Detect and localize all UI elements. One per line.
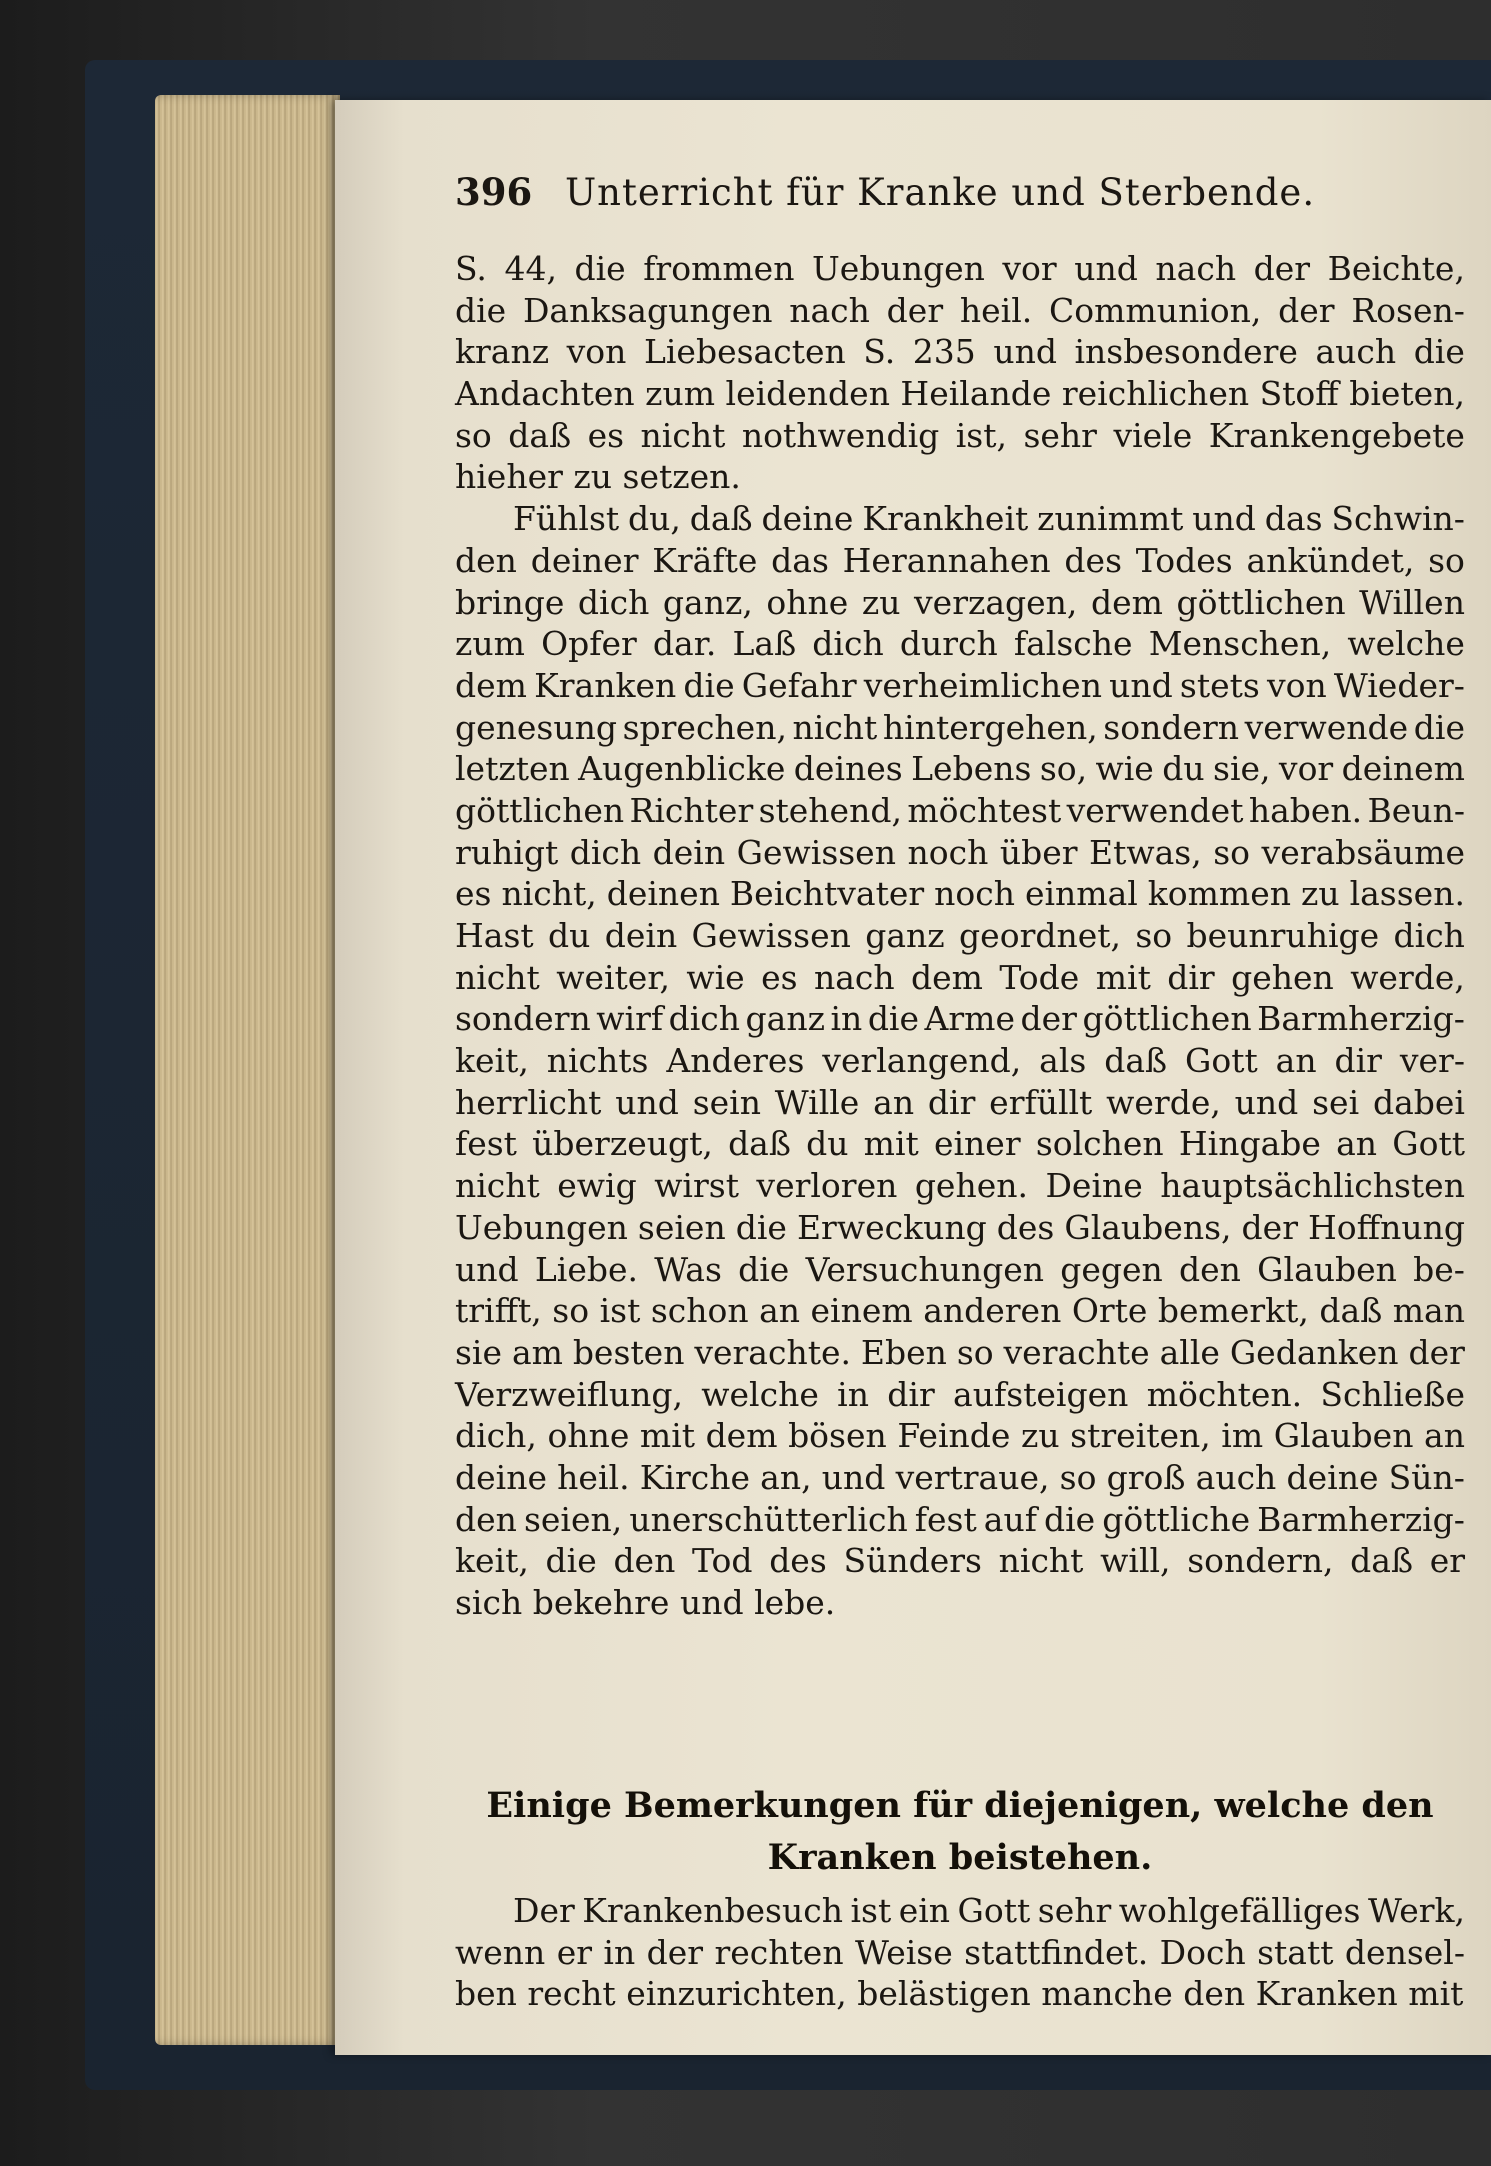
book-page [335, 100, 1491, 2055]
text-line: kranz von Liebesacten S. 235 und insbesondere auch die [455, 332, 1465, 372]
text-line: Hast du dein Gewissen ganz geordnet, so beunruhige dich [455, 916, 1465, 955]
text-line: und Liebe. Was die Versuchungen gegen den Glauben be- [455, 1249, 1465, 1289]
text-line: den deiner Kräfte das Herannahen des Todes ankündet, so [455, 540, 1465, 580]
section-heading [455, 1780, 1465, 1884]
text-line: zum Opfer dar. Laß dich durch falsche Menschen, welche [455, 624, 1465, 664]
paragraph [455, 498, 1465, 1624]
text-line: keit, nichts Anderes verlangend, als daß Gott an dir ver- [455, 1041, 1465, 1081]
text-line: ruhigt dich dein Gewissen noch über Etwas, so verabsäume [455, 832, 1465, 872]
text-line: göttlichen Richter stehend, möchtest verwendet haben. Beun- [455, 790, 1465, 830]
section-heading-line-2: Kranken beistehen. [767, 1837, 1153, 1878]
text-line: S. 44, die frommen Uebungen vor und nach der Beichte, [455, 249, 1465, 288]
text-line: so daß es nicht nothwendig ist, sehr viele Krankengebete [455, 415, 1465, 455]
text-line: Uebungen seien die Erweckung des Glaubens, der Hoffnung [455, 1207, 1465, 1247]
text-line: sondern wirf dich ganz in die Arme der göttlichen Barmherzig- [455, 999, 1465, 1039]
running-title: Unterricht für Kranke und Sterbende. [565, 171, 1316, 214]
text-line: herrlicht und sein Wille an dir erfüllt werde, und sei dabei [455, 1082, 1465, 1122]
text-line: keit, die den Tod des Sünders nicht will, sondern, daß er [455, 1541, 1465, 1581]
text-line: letzten Augenblicke deines Lebens so, wie du sie, vor deinem [455, 749, 1465, 789]
body-text [455, 248, 1465, 1624]
text-line: bringe dich ganz, ohne zu verzagen, dem göttlichen Willen [455, 582, 1465, 622]
text-line: nicht ewig wirst verloren gehen. Deine hauptsächlichsten [455, 1166, 1465, 1206]
text-line: wenn er in der rechten Weise stattfindet. Doch statt densel- [455, 1932, 1465, 1972]
text-line: es nicht, deinen Beichtvater noch einmal kommen zu lassen. [455, 874, 1465, 914]
text-line: Andachten zum leidenden Heilande reichlichen Stoff bieten, [455, 374, 1465, 414]
text-line: hieher zu setzen. [455, 457, 741, 497]
text-line: Verzweiflung, welche in dir aufsteigen möchten. Schließe [455, 1374, 1465, 1414]
text-line: nicht weiter, wie es nach dem Tode mit dir gehen werde, [455, 957, 1465, 997]
text-line: fest überzeugt, daß du mit einer solchen Hingabe an Gott [455, 1124, 1465, 1164]
text-line: den seien, unerschütterlich fest auf die göttliche Barmherzig- [455, 1499, 1465, 1539]
running-head [455, 170, 1415, 214]
section-body-text [455, 1890, 1465, 2015]
text-line: genesung sprechen, nicht hintergehen, sondern verwende die [455, 707, 1465, 747]
page-edges [155, 95, 340, 2045]
page-number: 396 [455, 170, 533, 214]
paragraph [455, 248, 1465, 498]
text-line: deine heil. Kirche an, und vertraue, so groß auch deine Sün- [455, 1457, 1465, 1497]
text-line: trifft, so ist schon an einem anderen Orte bemerkt, daß man [455, 1291, 1465, 1331]
text-line: Der Krankenbesuch ist ein Gott sehr wohlgefälliges Werk, [513, 1891, 1465, 1930]
text-line: dich, ohne mit dem bösen Feinde zu streiten, im Glauben an [455, 1416, 1465, 1456]
text-line: Fühlst du, daß deine Krankheit zunimmt und das Schwin- [513, 499, 1465, 539]
section-heading-line-1: Einige Bemerkungen für diejenigen, welche den [486, 1785, 1434, 1826]
text-line: sie am besten verachte. Eben so verachte alle Gedanken der [455, 1332, 1465, 1372]
text-line: sich bekehre und lebe. [455, 1583, 836, 1622]
text-line: dem Kranken die Gefahr verheimlichen und stets von Wieder- [455, 665, 1465, 705]
text-line: ben recht einzurichten, belästigen manche den Kranken mit [455, 1974, 1464, 2014]
text-line: die Danksagungen nach der heil. Communion, der Rosen- [455, 290, 1465, 330]
